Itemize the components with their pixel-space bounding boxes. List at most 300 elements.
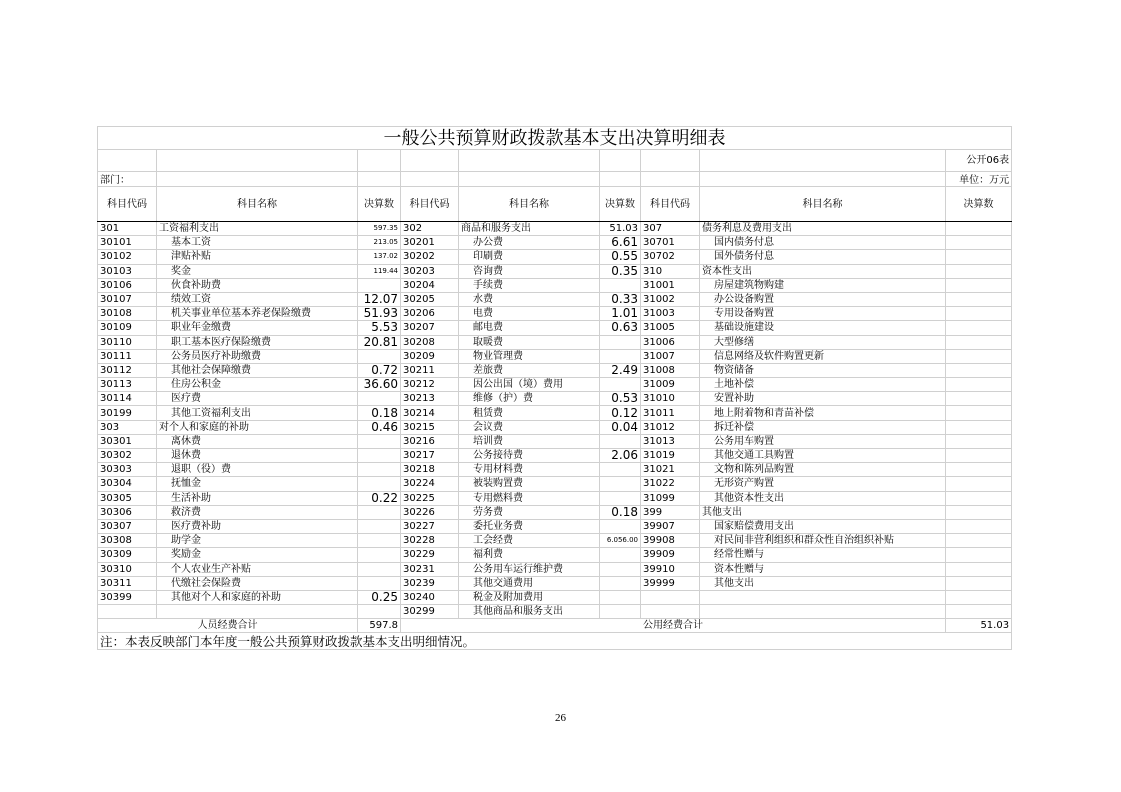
amount-cell bbox=[946, 236, 1012, 250]
amount-cell bbox=[600, 562, 641, 576]
totals-row bbox=[98, 619, 1012, 633]
table-row bbox=[98, 307, 1012, 321]
subject-name-cell: 公务用车购置 bbox=[700, 434, 946, 448]
subject-code-cell: 30205 bbox=[401, 292, 459, 306]
subject-name-cell: 其他对个人和家庭的补助 bbox=[157, 590, 358, 604]
subject-name-cell: 对民间非营利组织和群众性自治组织补贴 bbox=[700, 534, 946, 548]
personnel-total-label: 人员经费合计 bbox=[98, 619, 358, 633]
amount-cell: 2.06 bbox=[600, 449, 641, 463]
table-row bbox=[98, 548, 1012, 562]
amount-cell: 137.02 bbox=[358, 250, 401, 264]
subject-code-cell: 31012 bbox=[641, 420, 700, 434]
subject-name-cell: 国内债务付息 bbox=[700, 236, 946, 250]
subject-name-cell: 因公出国（境）费用 bbox=[459, 378, 600, 392]
amount-cell: 0.72 bbox=[358, 363, 401, 377]
subject-code-cell: 30111 bbox=[98, 349, 157, 363]
subject-code-cell: 31009 bbox=[641, 378, 700, 392]
subject-name-cell: 税金及附加费用 bbox=[459, 590, 600, 604]
subject-code-cell: 30209 bbox=[401, 349, 459, 363]
amount-cell bbox=[946, 519, 1012, 533]
subject-name-cell: 商品和服务支出 bbox=[459, 222, 600, 236]
subject-code-cell: 30239 bbox=[401, 576, 459, 590]
subject-code-cell: 31007 bbox=[641, 349, 700, 363]
subject-code-cell: 30302 bbox=[98, 449, 157, 463]
subject-name-cell: 维修（护）费 bbox=[459, 392, 600, 406]
subject-name-cell: 电费 bbox=[459, 307, 600, 321]
subject-name-cell: 福利费 bbox=[459, 548, 600, 562]
form-code: 公开06表 bbox=[946, 150, 1012, 172]
public-total-value: 51.03 bbox=[946, 619, 1012, 633]
subject-code-cell: 39909 bbox=[641, 548, 700, 562]
unit-label: 单位：万元 bbox=[946, 172, 1012, 187]
subject-code-cell: 30227 bbox=[401, 519, 459, 533]
subject-name-cell: 手续费 bbox=[459, 278, 600, 292]
subject-name-cell: 委托业务费 bbox=[459, 519, 600, 533]
subject-name-cell: 职业年金缴费 bbox=[157, 321, 358, 335]
subject-name-cell: 邮电费 bbox=[459, 321, 600, 335]
subject-name-cell: 资本性赠与 bbox=[700, 562, 946, 576]
subject-name-cell: 物资储备 bbox=[700, 363, 946, 377]
amount-cell: 12.07 bbox=[358, 292, 401, 306]
subject-code-cell: 39907 bbox=[641, 519, 700, 533]
subject-code-cell: 30102 bbox=[98, 250, 157, 264]
amount-cell: 0.53 bbox=[600, 392, 641, 406]
subject-name-cell: 职工基本医疗保险缴费 bbox=[157, 335, 358, 349]
subject-name-cell: 其他交通工具购置 bbox=[700, 449, 946, 463]
header-name: 科目名称 bbox=[459, 187, 600, 222]
subject-name-cell bbox=[700, 605, 946, 619]
table-row bbox=[98, 449, 1012, 463]
subject-code-cell: 30217 bbox=[401, 449, 459, 463]
subject-name-cell: 会议费 bbox=[459, 420, 600, 434]
amount-cell bbox=[358, 534, 401, 548]
header-code: 科目代码 bbox=[98, 187, 157, 222]
table-row bbox=[98, 378, 1012, 392]
amount-cell bbox=[358, 278, 401, 292]
subject-name-cell: 劳务费 bbox=[459, 505, 600, 519]
report-document bbox=[97, 126, 1011, 650]
subject-code-cell: 30226 bbox=[401, 505, 459, 519]
header-code: 科目代码 bbox=[641, 187, 700, 222]
amount-cell: 213.05 bbox=[358, 236, 401, 250]
header-code: 科目代码 bbox=[401, 187, 459, 222]
subject-name-cell: 国家赔偿费用支出 bbox=[700, 519, 946, 533]
subject-code-cell: 30702 bbox=[641, 250, 700, 264]
subject-name-cell: 安置补助 bbox=[700, 392, 946, 406]
amount-cell bbox=[946, 349, 1012, 363]
amount-cell bbox=[358, 605, 401, 619]
amount-cell: 51.03 bbox=[600, 222, 641, 236]
subject-code-cell: 30208 bbox=[401, 335, 459, 349]
amount-cell bbox=[946, 463, 1012, 477]
amount-cell: 36.60 bbox=[358, 378, 401, 392]
amount-cell: 6.61 bbox=[600, 236, 641, 250]
subject-code-cell: 30207 bbox=[401, 321, 459, 335]
subject-code-cell: 31099 bbox=[641, 491, 700, 505]
subject-code-cell: 30301 bbox=[98, 434, 157, 448]
amount-cell: 0.63 bbox=[600, 321, 641, 335]
subject-code-cell: 30213 bbox=[401, 392, 459, 406]
subject-code-cell: 30299 bbox=[401, 605, 459, 619]
table-row bbox=[98, 534, 1012, 548]
amount-cell bbox=[946, 278, 1012, 292]
amount-cell: 0.04 bbox=[600, 420, 641, 434]
subject-name-cell bbox=[157, 605, 358, 619]
subject-name-cell: 物业管理费 bbox=[459, 349, 600, 363]
table-row bbox=[98, 420, 1012, 434]
subject-code-cell: 30306 bbox=[98, 505, 157, 519]
table-row bbox=[98, 264, 1012, 278]
subject-code-cell: 30113 bbox=[98, 378, 157, 392]
subject-code-cell: 30103 bbox=[98, 264, 157, 278]
department-label: 部门： bbox=[98, 172, 157, 187]
amount-cell bbox=[358, 576, 401, 590]
amount-cell: 51.93 bbox=[358, 307, 401, 321]
header-amount: 决算数 bbox=[946, 187, 1012, 222]
subject-code-cell: 30114 bbox=[98, 392, 157, 406]
subject-name-cell: 租赁费 bbox=[459, 406, 600, 420]
subject-name-cell: 救济费 bbox=[157, 505, 358, 519]
table-row bbox=[98, 278, 1012, 292]
subject-name-cell: 医疗费补助 bbox=[157, 519, 358, 533]
amount-cell bbox=[946, 335, 1012, 349]
subject-name-cell: 助学金 bbox=[157, 534, 358, 548]
subject-name-cell: 其他社会保障缴费 bbox=[157, 363, 358, 377]
subject-code-cell bbox=[98, 605, 157, 619]
subject-name-cell: 拆迁补偿 bbox=[700, 420, 946, 434]
table-row bbox=[98, 491, 1012, 505]
subject-code-cell bbox=[641, 590, 700, 604]
subject-code-cell: 30214 bbox=[401, 406, 459, 420]
subject-name-cell: 其他支出 bbox=[700, 505, 946, 519]
table-body bbox=[98, 222, 1012, 619]
subject-code-cell: 31011 bbox=[641, 406, 700, 420]
subject-name-cell: 文物和陈列品购置 bbox=[700, 463, 946, 477]
subject-name-cell: 房屋建筑物购建 bbox=[700, 278, 946, 292]
amount-cell bbox=[946, 434, 1012, 448]
amount-cell bbox=[600, 491, 641, 505]
subject-code-cell: 30110 bbox=[98, 335, 157, 349]
subject-name-cell: 绩效工资 bbox=[157, 292, 358, 306]
amount-cell bbox=[358, 519, 401, 533]
amount-cell: 0.33 bbox=[600, 292, 641, 306]
table-row bbox=[98, 590, 1012, 604]
amount-cell bbox=[946, 477, 1012, 491]
subject-name-cell: 办公费 bbox=[459, 236, 600, 250]
subject-name-cell: 大型修缮 bbox=[700, 335, 946, 349]
subject-code-cell: 31013 bbox=[641, 434, 700, 448]
subject-name-cell: 国外债务付息 bbox=[700, 250, 946, 264]
page-number: 26 bbox=[555, 712, 566, 724]
amount-cell bbox=[946, 363, 1012, 377]
subject-code-cell: 301 bbox=[98, 222, 157, 236]
subject-code-cell: 31002 bbox=[641, 292, 700, 306]
amount-cell: 1.01 bbox=[600, 307, 641, 321]
subject-code-cell: 30309 bbox=[98, 548, 157, 562]
subject-code-cell: 30228 bbox=[401, 534, 459, 548]
amount-cell: 119.44 bbox=[358, 264, 401, 278]
amount-cell: 0.55 bbox=[600, 250, 641, 264]
amount-cell bbox=[600, 349, 641, 363]
amount-cell bbox=[946, 392, 1012, 406]
subject-code-cell: 30211 bbox=[401, 363, 459, 377]
subject-code-cell: 31021 bbox=[641, 463, 700, 477]
subject-code-cell: 30310 bbox=[98, 562, 157, 576]
subject-name-cell: 培训费 bbox=[459, 434, 600, 448]
amount-cell bbox=[946, 406, 1012, 420]
amount-cell bbox=[946, 605, 1012, 619]
table-row bbox=[98, 406, 1012, 420]
amount-cell bbox=[946, 548, 1012, 562]
header-row bbox=[98, 187, 1012, 222]
subject-name-cell: 公务员医疗补助缴费 bbox=[157, 349, 358, 363]
subject-code-cell: 31003 bbox=[641, 307, 700, 321]
subject-code-cell: 310 bbox=[641, 264, 700, 278]
subject-code-cell: 30215 bbox=[401, 420, 459, 434]
subject-code-cell: 30225 bbox=[401, 491, 459, 505]
amount-cell bbox=[600, 605, 641, 619]
amount-cell: 20.81 bbox=[358, 335, 401, 349]
subject-name-cell: 咨询费 bbox=[459, 264, 600, 278]
subject-code-cell: 30216 bbox=[401, 434, 459, 448]
amount-cell: 6.056.00 bbox=[600, 534, 641, 548]
amount-cell bbox=[358, 477, 401, 491]
table-row bbox=[98, 562, 1012, 576]
subject-name-cell: 其他商品和服务支出 bbox=[459, 605, 600, 619]
amount-cell: 5.53 bbox=[358, 321, 401, 335]
subject-name-cell: 基本工资 bbox=[157, 236, 358, 250]
subject-name-cell: 机关事业单位基本养老保险缴费 bbox=[157, 307, 358, 321]
table-row bbox=[98, 434, 1012, 448]
table-row bbox=[98, 392, 1012, 406]
public-total-label: 公用经费合计 bbox=[401, 619, 946, 633]
amount-cell bbox=[600, 519, 641, 533]
subject-code-cell: 30307 bbox=[98, 519, 157, 533]
subject-code-cell: 30201 bbox=[401, 236, 459, 250]
subject-code-cell: 39910 bbox=[641, 562, 700, 576]
subject-name-cell: 奖金 bbox=[157, 264, 358, 278]
amount-cell bbox=[600, 576, 641, 590]
subject-name-cell: 其他交通费用 bbox=[459, 576, 600, 590]
subject-code-cell: 30204 bbox=[401, 278, 459, 292]
subject-code-cell bbox=[641, 605, 700, 619]
subject-code-cell: 30399 bbox=[98, 590, 157, 604]
subject-name-cell: 被装购置费 bbox=[459, 477, 600, 491]
subject-name-cell: 水费 bbox=[459, 292, 600, 306]
amount-cell bbox=[946, 378, 1012, 392]
personnel-total-value: 597.8 bbox=[358, 619, 401, 633]
subject-name-cell: 抚恤金 bbox=[157, 477, 358, 491]
amount-cell: 0.18 bbox=[358, 406, 401, 420]
table-row bbox=[98, 605, 1012, 619]
subject-code-cell: 30304 bbox=[98, 477, 157, 491]
subject-code-cell: 30229 bbox=[401, 548, 459, 562]
table-row bbox=[98, 222, 1012, 236]
table-row bbox=[98, 505, 1012, 519]
subject-code-cell: 30107 bbox=[98, 292, 157, 306]
amount-cell bbox=[358, 392, 401, 406]
subject-code-cell: 30206 bbox=[401, 307, 459, 321]
subject-name-cell: 印刷费 bbox=[459, 250, 600, 264]
subject-code-cell: 30311 bbox=[98, 576, 157, 590]
subject-name-cell: 津贴补贴 bbox=[157, 250, 358, 264]
amount-cell bbox=[946, 491, 1012, 505]
subject-name-cell: 差旅费 bbox=[459, 363, 600, 377]
subject-name-cell: 其他支出 bbox=[700, 576, 946, 590]
header-name: 科目名称 bbox=[157, 187, 358, 222]
subject-code-cell: 303 bbox=[98, 420, 157, 434]
amount-cell bbox=[358, 434, 401, 448]
amount-cell bbox=[600, 335, 641, 349]
header-amount: 决算数 bbox=[358, 187, 401, 222]
subject-name-cell: 生活补助 bbox=[157, 491, 358, 505]
amount-cell bbox=[600, 378, 641, 392]
subject-name-cell: 医疗费 bbox=[157, 392, 358, 406]
subject-name-cell: 住房公积金 bbox=[157, 378, 358, 392]
subject-code-cell: 30308 bbox=[98, 534, 157, 548]
table-row bbox=[98, 363, 1012, 377]
table-row bbox=[98, 292, 1012, 306]
subject-name-cell: 退职（役）费 bbox=[157, 463, 358, 477]
subject-name-cell: 取暖费 bbox=[459, 335, 600, 349]
amount-cell bbox=[946, 264, 1012, 278]
amount-cell bbox=[946, 222, 1012, 236]
table-row bbox=[98, 463, 1012, 477]
subject-name-cell: 专用材料费 bbox=[459, 463, 600, 477]
amount-cell bbox=[600, 278, 641, 292]
amount-cell: 0.18 bbox=[600, 505, 641, 519]
amount-cell bbox=[946, 292, 1012, 306]
amount-cell: 0.35 bbox=[600, 264, 641, 278]
subject-code-cell: 30199 bbox=[98, 406, 157, 420]
amount-cell bbox=[946, 562, 1012, 576]
amount-cell bbox=[358, 505, 401, 519]
subject-code-cell: 30106 bbox=[98, 278, 157, 292]
subject-name-cell: 办公设备购置 bbox=[700, 292, 946, 306]
subject-name-cell: 退休费 bbox=[157, 449, 358, 463]
subject-code-cell: 30109 bbox=[98, 321, 157, 335]
subject-code-cell: 302 bbox=[401, 222, 459, 236]
subject-code-cell: 30303 bbox=[98, 463, 157, 477]
subject-code-cell: 39908 bbox=[641, 534, 700, 548]
subject-code-cell: 31008 bbox=[641, 363, 700, 377]
subject-code-cell: 31001 bbox=[641, 278, 700, 292]
subject-code-cell: 30203 bbox=[401, 264, 459, 278]
amount-cell bbox=[600, 477, 641, 491]
subject-name-cell: 信息网络及软件购置更新 bbox=[700, 349, 946, 363]
amount-cell bbox=[600, 434, 641, 448]
amount-cell bbox=[600, 548, 641, 562]
table-row bbox=[98, 477, 1012, 491]
header-name: 科目名称 bbox=[700, 187, 946, 222]
subject-name-cell: 其他工资福利支出 bbox=[157, 406, 358, 420]
subject-code-cell: 31022 bbox=[641, 477, 700, 491]
subject-name-cell: 个人农业生产补贴 bbox=[157, 562, 358, 576]
table-row bbox=[98, 335, 1012, 349]
subject-code-cell: 30218 bbox=[401, 463, 459, 477]
table-row bbox=[98, 321, 1012, 335]
table-row bbox=[98, 236, 1012, 250]
amount-cell bbox=[600, 590, 641, 604]
table-row bbox=[98, 576, 1012, 590]
amount-cell bbox=[946, 505, 1012, 519]
table-row bbox=[98, 349, 1012, 363]
subject-name-cell: 代缴社会保险费 bbox=[157, 576, 358, 590]
subject-name-cell: 工会经费 bbox=[459, 534, 600, 548]
amount-cell bbox=[600, 463, 641, 477]
subject-code-cell: 30112 bbox=[98, 363, 157, 377]
subject-code-cell: 31019 bbox=[641, 449, 700, 463]
subject-code-cell: 30240 bbox=[401, 590, 459, 604]
table-note: 注：本表反映部门本年度一般公共预算财政拨款基本支出明细情况。 bbox=[98, 633, 1012, 650]
amount-cell: 597.35 bbox=[358, 222, 401, 236]
subject-name-cell: 土地补偿 bbox=[700, 378, 946, 392]
subject-code-cell: 31006 bbox=[641, 335, 700, 349]
header-amount: 决算数 bbox=[600, 187, 641, 222]
subject-name-cell: 离休费 bbox=[157, 434, 358, 448]
expenditure-table bbox=[97, 126, 1012, 650]
subject-code-cell: 39999 bbox=[641, 576, 700, 590]
amount-cell bbox=[946, 420, 1012, 434]
subject-name-cell: 经常性赠与 bbox=[700, 548, 946, 562]
page-title: 一般公共预算财政拨款基本支出决算明细表 bbox=[98, 127, 1012, 150]
subject-code-cell: 30202 bbox=[401, 250, 459, 264]
amount-cell bbox=[946, 250, 1012, 264]
amount-cell bbox=[358, 349, 401, 363]
subject-name-cell: 公务接待费 bbox=[459, 449, 600, 463]
amount-cell: 0.25 bbox=[358, 590, 401, 604]
subject-name-cell: 其他资本性支出 bbox=[700, 491, 946, 505]
amount-cell bbox=[358, 562, 401, 576]
subject-code-cell: 30101 bbox=[98, 236, 157, 250]
amount-cell: 0.22 bbox=[358, 491, 401, 505]
subject-code-cell: 31010 bbox=[641, 392, 700, 406]
subject-name-cell: 基础设施建设 bbox=[700, 321, 946, 335]
amount-cell bbox=[946, 449, 1012, 463]
subject-name-cell: 工资福利支出 bbox=[157, 222, 358, 236]
table-row bbox=[98, 519, 1012, 533]
subject-name-cell: 无形资产购置 bbox=[700, 477, 946, 491]
amount-cell bbox=[946, 576, 1012, 590]
subject-name-cell bbox=[700, 590, 946, 604]
subject-code-cell: 30231 bbox=[401, 562, 459, 576]
subject-code-cell: 31005 bbox=[641, 321, 700, 335]
table-row bbox=[98, 250, 1012, 264]
subject-code-cell: 307 bbox=[641, 222, 700, 236]
subject-name-cell: 公务用车运行维护费 bbox=[459, 562, 600, 576]
amount-cell bbox=[358, 548, 401, 562]
amount-cell: 0.46 bbox=[358, 420, 401, 434]
subject-code-cell: 30224 bbox=[401, 477, 459, 491]
amount-cell bbox=[946, 307, 1012, 321]
amount-cell: 2.49 bbox=[600, 363, 641, 377]
amount-cell bbox=[946, 590, 1012, 604]
subject-name-cell: 专用燃料费 bbox=[459, 491, 600, 505]
subject-name-cell: 奖励金 bbox=[157, 548, 358, 562]
subject-name-cell: 伙食补助费 bbox=[157, 278, 358, 292]
subject-name-cell: 债务利息及费用支出 bbox=[700, 222, 946, 236]
amount-cell bbox=[358, 463, 401, 477]
subject-name-cell: 对个人和家庭的补助 bbox=[157, 420, 358, 434]
subject-code-cell: 30108 bbox=[98, 307, 157, 321]
amount-cell bbox=[946, 534, 1012, 548]
amount-cell bbox=[946, 321, 1012, 335]
subject-name-cell: 资本性支出 bbox=[700, 264, 946, 278]
subject-code-cell: 30701 bbox=[641, 236, 700, 250]
subject-name-cell: 地上附着物和青苗补偿 bbox=[700, 406, 946, 420]
amount-cell bbox=[358, 449, 401, 463]
subject-name-cell: 专用设备购置 bbox=[700, 307, 946, 321]
